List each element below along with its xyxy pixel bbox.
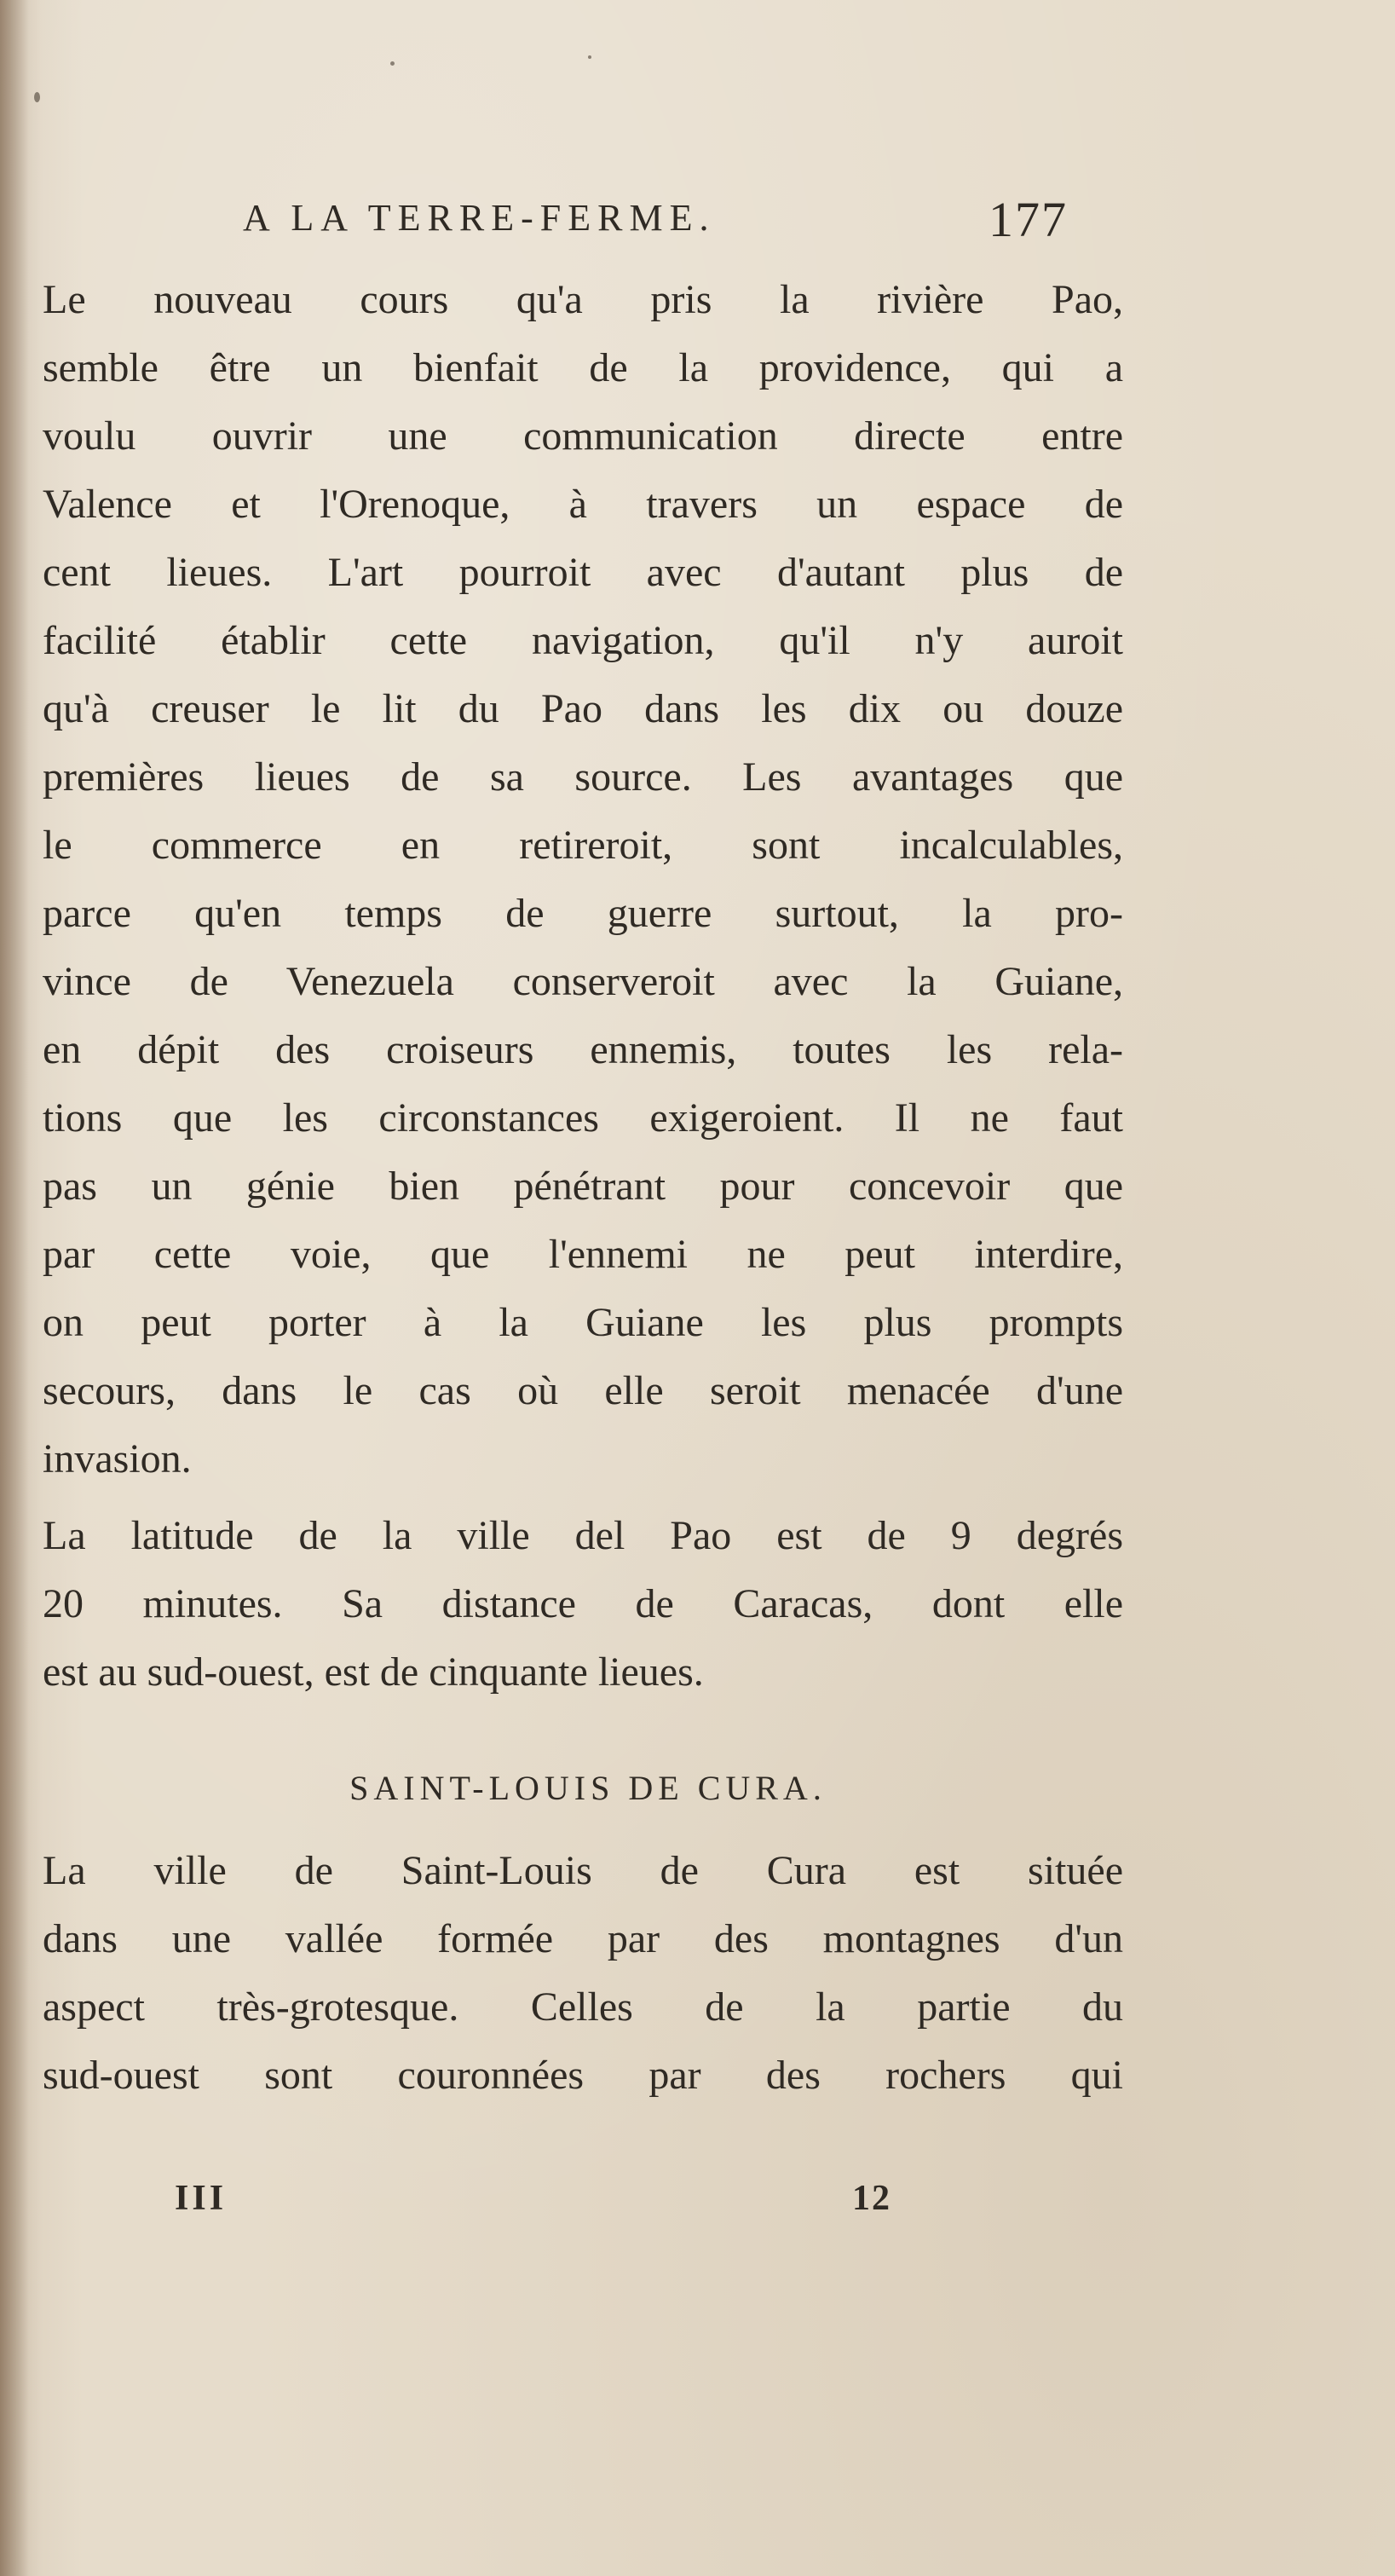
text-line: qu'à creuser le lit du Pao dans les dix ou douze [43,686,1123,731]
paragraph-1 [43,266,1123,1707]
text-line: tions que les circonstances exigeroient. Il ne faut [43,1095,1123,1141]
text-line: facilité établir cette navigation, qu'il n'y auroit [43,618,1123,663]
running-title: A LA TERRE-FERME. [243,197,716,239]
signature-left: III [175,2179,228,2218]
signature-mark [0,2178,1395,2229]
text-line: invasion. [43,1436,192,1481]
text-line: dans une vallée formée par des montagnes d'un [43,1916,1123,1961]
text-line: parce qu'en temps de guerre surtout, la pro- [43,891,1123,936]
text-line: Valence et l'Orenoque, à travers un espace de [43,482,1123,527]
text-line: voulu ouvrir une communication directe entre [43,413,1123,459]
page-number: 177 [989,192,1068,247]
text-line: cent lieues. L'art pourroit avec d'autant plus de [43,550,1123,595]
text-line: pas un génie bien pénétrant pour concevoir que [43,1164,1123,1209]
text-line: semble être un bienfait de la providence, qui a [43,345,1123,390]
text-line: le commerce en retireroit, sont incalculables, [43,823,1123,868]
running-head [0,192,1395,256]
text-line: en dépit des croiseurs ennemis, toutes les rela- [43,1027,1123,1072]
text-line: La latitude de la ville del Pao est de 9 degrés [43,1513,1123,1558]
text-line: 20 minutes. Sa distance de Caracas, dont elle [43,1581,1123,1626]
text-line: aspect très-grotesque. Celles de la partie du [43,1984,1123,2030]
ink-speck [390,61,395,66]
signature-right: 12 [852,2179,891,2218]
text-line: on peut porter à la Guiane les plus prompts [43,1300,1123,1345]
text-line: premières lieues de sa source. Les avantages que [43,754,1123,800]
paragraph-3 [43,1837,1123,2110]
section-heading: SAINT-LOUIS DE CURA. [349,1769,827,1807]
ink-speck [34,92,40,102]
text-line: La ville de Saint-Louis de Cura est située [43,1848,1123,1893]
text-line: vince de Venezuela conserveroit avec la Guiane, [43,959,1123,1004]
ink-speck [588,55,591,59]
text-line: est au sud-ouest, est de cinquante lieues. [43,1649,704,1695]
text-line: secours, dans le cas où elle seroit menacée d'une [43,1368,1123,1413]
text-line: Le nouveau cours qu'a pris la rivière Pao, [43,277,1123,322]
text-line: sud-ouest sont couronnées par des rochers qui [43,2053,1123,2098]
text-line: par cette voie, que l'ennemi ne peut interdire, [43,1232,1123,1277]
